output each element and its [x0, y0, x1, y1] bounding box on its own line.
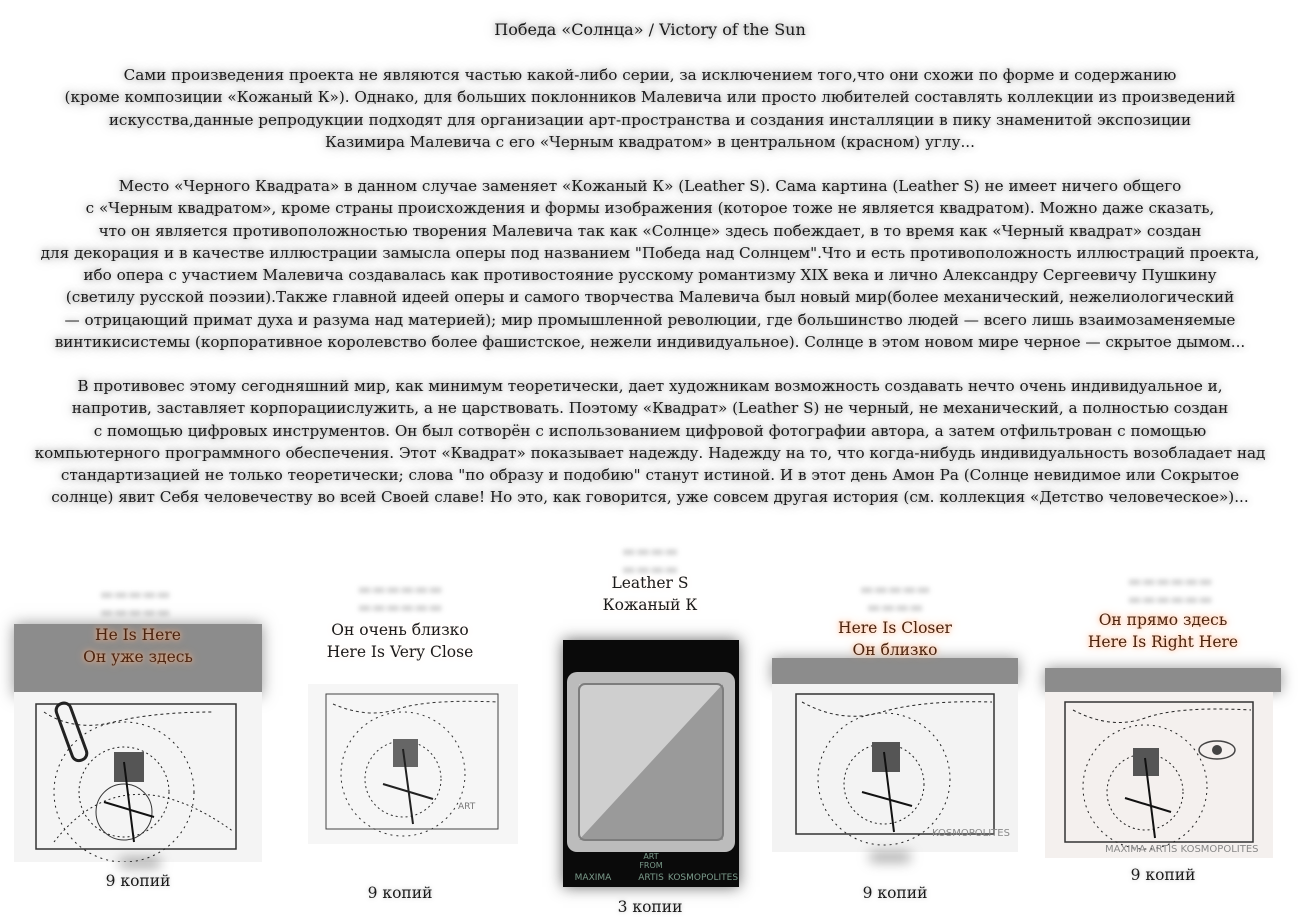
intro-paragraph [0, 64, 1300, 153]
second-paragraph [0, 175, 1300, 353]
blurred-caption: ▬▬▬▬▬ ▬▬▬▬▬ [99, 585, 171, 621]
artwork-2-copies: 9 копий [367, 884, 433, 902]
watermark-artis: ARTIS [638, 873, 664, 883]
text-line: с помощью цифровых инструментов. Он был сотворён с использованием цифровой фотографии автора, а затем отфильтрован с помощью [93, 421, 1207, 440]
text-line: Место «Черного Квадрата» в данном случае заменяет «Кожаный К» (Leather S). Сама картина (Leather S) не имеет ничего общего [118, 177, 1182, 195]
text-line: напротив, заставляет корпорациислужить, а не царствовать. Поэтому «Квадрат» (Leather S) не черный, не механический, а полностью создан [71, 399, 1229, 418]
text-line: (кроме композиции «Кожаный К»). Однако, для больших поклонников Малевича или просто любителей составлять коллекции из произведений [64, 88, 1236, 107]
shadow-mark [120, 858, 160, 868]
artwork-4-copies: 9 копий [862, 884, 928, 902]
artwork-2-title-ru: Он очень близко [331, 621, 469, 639]
artwork-2-caption [290, 619, 510, 663]
text-line: — отрицающий примат духа и разума над материей); мир промышленной революции, где большинство людей — всего лишь взаимозаменяемые [64, 310, 1236, 329]
svg-text:ART: ART [458, 802, 476, 812]
sketch-artwork [772, 684, 1018, 852]
text-line: Казимира Малевича с его «Черным квадратом» в центральном (красном) углу... [325, 132, 975, 151]
text-line: для декорация и в качестве иллюстрации замысла оперы под названием "Победа над Солнцем".Что и есть противоположность иллюстраций проекта, [40, 243, 1260, 262]
artwork-1-image[interactable] [14, 692, 262, 862]
watermark-kosmopolites: KOSMOPOLITES [667, 873, 739, 883]
text-line: винтикисистемы (корпоративное королевство более фашистское, нежели индивидуальное). Солнце в этом новом мире черное — скрытое дымом... [54, 333, 1246, 352]
text-line: компьютерного программного обеспечения. Этот «Квадрат» показывает надежду. Надежду на то, что когда-нибудь индивидуальность возобладает над [34, 443, 1266, 462]
artwork-1-caption [14, 624, 262, 668]
watermark-art: ART [643, 852, 659, 861]
artwork-2-title-en: Here Is Very Close [326, 643, 474, 661]
artwork-5-caption [1045, 609, 1281, 653]
artwork-4-title-en: Here Is Closer [838, 619, 952, 637]
svg-text:MAXIMA ARTIS KOSMOPOLITES: MAXIMA ARTIS KOSMOPOLITES [1105, 844, 1259, 855]
text-line: солнце) явит Себя человечеству во всей Своей славе! Но это, как говорится, уже совсем другая история (см. коллекция «Детство человеческое»)... [51, 488, 1249, 507]
artwork-5-copies: 9 копий [1130, 866, 1196, 884]
artwork-3-caption [560, 572, 740, 616]
artwork-4-title-ru: Он близко [852, 641, 938, 659]
artwork-4-image[interactable] [772, 684, 1018, 852]
artwork-5-title-en: Here Is Right Here [1087, 633, 1239, 651]
text-line: (светилу русской поэзии).Также главной идеей оперы и самого творчества Малевича был новый мир(более механический, нежелиологический [65, 288, 1235, 307]
third-paragraph [0, 375, 1300, 509]
blurred-caption: ▬▬▬▬ ▬▬▬▬ [621, 542, 679, 578]
text-line: с «Черным квадратом», кроме страны происхождения и формы изображения (которое тоже не является квадратом). Можно даже сказать, [85, 199, 1215, 218]
text-line: Сами произведения проекта не являются частью какой-либо серии, за исключением того,что они схожи по форме и содержанию [123, 66, 1177, 84]
watermark-maxima: MAXIMA [574, 873, 612, 883]
page-title: Победа «Солнца» / Victory of the Sun [494, 20, 806, 39]
text-line: ибо опера с участием Малевича создавалась как противостояние русскому романтизму XIX века и лично Александру Сергеевичу Пушкину [83, 266, 1217, 285]
artwork-3-title-ru: Кожаный К [602, 596, 698, 614]
artwork-1-title-en: He Is Here [95, 626, 181, 644]
artwork-1-copies: 9 копий [105, 872, 171, 890]
artwork-3-title-en: Leather S [611, 574, 689, 592]
text-line: что он является противоположностью творения Малевича так как «Солнце» здесь побеждает, в то время как «Черный квадрат» создан [98, 221, 1202, 240]
text-line: В противовес этому сегодняшний мир, как минимум теоретически, дает художникам возможность создавать нечто очень индивидуальное и, [77, 377, 1223, 395]
artwork-4-caption [772, 617, 1018, 661]
artwork-4-band [772, 658, 1018, 684]
blurred-caption: ▬▬▬▬▬ ▬▬▬▬ [859, 580, 931, 616]
sketch-artwork [308, 684, 518, 844]
artwork-1-title-ru: Он уже здесь [83, 648, 193, 666]
artwork-5-title-ru: Он прямо здесь [1098, 611, 1228, 629]
leather-square-artwork [563, 640, 739, 887]
blurred-caption: ▬▬▬▬▬▬ ▬▬▬▬▬▬ [357, 580, 443, 616]
artwork-2-image[interactable] [308, 684, 518, 844]
artwork-5-band [1045, 668, 1281, 692]
sketch-artwork [1045, 692, 1273, 858]
shadow-mark [870, 852, 910, 862]
text-line: стандартизацией не только теоретически; слова "по образу и подобию" станут истиной. И в этот день Амон Ра (Солнце невидимое или Сокрытое [60, 466, 1240, 485]
blurred-caption: ▬▬▬▬▬▬ ▬▬▬▬▬▬ [1127, 572, 1213, 608]
artwork-5-image[interactable] [1045, 692, 1273, 858]
watermark-from: FROM [639, 861, 663, 870]
artwork-3-copies: 3 копии [617, 898, 683, 916]
svg-text:KOSMOPOLITES: KOSMOPOLITES [932, 828, 1010, 839]
artwork-3-image[interactable] [563, 640, 739, 887]
text-line: искусства,данные репродукции подходят для организации арт-пространства и создания инсталляции в пику знаменитой экспозиции [108, 110, 1192, 129]
sketch-artwork [14, 692, 262, 862]
